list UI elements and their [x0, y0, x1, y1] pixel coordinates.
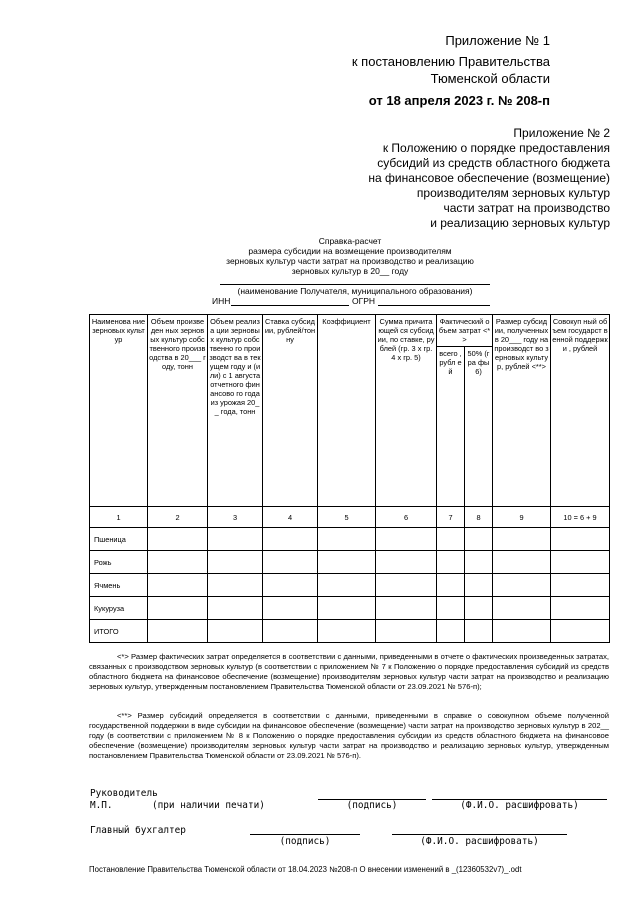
column-number: 4	[263, 507, 318, 528]
header-actual-costs: Фактический объем затрат <*>	[437, 315, 493, 347]
subsidy-table	[89, 314, 610, 643]
column-number: 6	[376, 507, 437, 528]
form-title-line: Справка-расчет	[318, 236, 382, 246]
table-cell[interactable]	[318, 528, 376, 551]
row-label-barley: Ячмень	[90, 574, 148, 597]
table-cell[interactable]	[465, 620, 493, 643]
table-cell[interactable]	[148, 574, 208, 597]
form-title-line: размера субсидии на возмещение производителям	[248, 246, 452, 256]
table-cell[interactable]	[208, 551, 263, 574]
header-received-subsidy: Размер субсидии, полученных в 20___ году на производст во зерновых культур, рублей <**>	[493, 315, 551, 507]
appendix2-line: части затрат на производство	[443, 201, 610, 215]
table-cell[interactable]	[551, 528, 610, 551]
table-cell[interactable]	[208, 528, 263, 551]
table-cell[interactable]	[465, 597, 493, 620]
row-label-total: ИТОГО	[90, 620, 148, 643]
column-number: 7	[437, 507, 465, 528]
table-cell[interactable]	[493, 574, 551, 597]
table-cell[interactable]	[437, 528, 465, 551]
footnote-1: <*> Размер фактических затрат определяется в соответствии с данными, приведенными в отчете о фактических произведенных затратах, связанных с производством зерновых культур (в соответствии с приложением № 7 к Положению о порядке предоставления субсидий из средств областного бюджета на финансовое обеспечение (возмещение) производителям зерновых культур части затрат на производство и реализацию зерновых культур, утвержденным постановлением Правительства Тюменской области от 23.09.2021 № 576-п);	[89, 652, 609, 691]
table-cell[interactable]	[551, 620, 610, 643]
row-label-rye: Рожь	[90, 551, 148, 574]
column-number: 9	[493, 507, 551, 528]
head-label: Руководитель	[90, 788, 158, 799]
table-cell[interactable]	[493, 528, 551, 551]
table-cell[interactable]	[493, 551, 551, 574]
recipient-caption: (наименование Получателя, муниципального образования)	[237, 286, 473, 296]
table-cell[interactable]	[208, 597, 263, 620]
ogrn-label: ОГРН	[352, 296, 376, 306]
header-produced-volume: Объем произведен ных зерновых культур собственного производства в 20___ году, тонн	[148, 315, 208, 507]
appendix2-header	[250, 126, 610, 231]
table-cell[interactable]	[148, 551, 208, 574]
accountant-label: Главный бухгалтер	[90, 825, 186, 836]
table-cell[interactable]	[376, 551, 437, 574]
table-cell[interactable]	[263, 528, 318, 551]
header-coefficient: Коэффициент	[318, 315, 376, 507]
column-number: 10 = 6 + 9	[551, 507, 610, 528]
appendix2-line: к Положению о порядке предоставления	[382, 141, 610, 155]
appendix2-line: субсидий из средств областного бюджета	[377, 156, 610, 170]
row-label-wheat: Пшеница	[90, 528, 148, 551]
table-cell[interactable]	[437, 551, 465, 574]
table-cell[interactable]	[148, 597, 208, 620]
header-crop: Наименова ние зерновых культур	[90, 315, 148, 507]
table-cell[interactable]	[437, 620, 465, 643]
table-cell[interactable]	[318, 551, 376, 574]
footnote-2: <**> Размер субсидий определяется в соответствии с данными, приведенными в справке о совокупном объеме полученной государственной поддержки в виде субсидии на финансовое обеспечение (возмещение) части затрат на производство зерновых культур в 202__ году (в соответствии с приложением № 8 к Положению о порядке предоставления субсидии из средств областного бюджета на финансовое обеспечение (возмещение) производителям зерновых культур части затрат на производство и реализацию зерновых культур, утвержденным постановлением Правительства Тюменской области от 23.09.2021 № 576-п).	[89, 711, 609, 760]
appendix1-title: Приложение № 1	[445, 33, 550, 48]
table-cell[interactable]	[376, 597, 437, 620]
table-cell[interactable]	[376, 620, 437, 643]
table-cell[interactable]	[493, 597, 551, 620]
header-costs-total: всего , рубл ей	[437, 347, 465, 507]
head-signature-caption: (подпись)	[346, 800, 398, 811]
header-costs-half: 50% (гра фы 6)	[465, 347, 493, 507]
table-cell[interactable]	[148, 620, 208, 643]
appendix2-line: Приложение № 2	[513, 126, 610, 140]
form-title	[170, 236, 530, 276]
appendix2-line: и реализацию зерновых культур	[430, 216, 610, 230]
accountant-signature-caption: (подпись)	[279, 836, 331, 847]
accountant-name-line[interactable]	[392, 834, 567, 835]
table-cell[interactable]	[318, 597, 376, 620]
column-number: 1	[90, 507, 148, 528]
table-cell[interactable]	[551, 597, 610, 620]
table-cell[interactable]	[551, 551, 610, 574]
column-number: 8	[465, 507, 493, 528]
column-number: 2	[148, 507, 208, 528]
appendix1-line1: к постановлению Правительства	[351, 54, 550, 69]
table-cell[interactable]	[376, 574, 437, 597]
appendix1-line2: Тюменской области	[430, 71, 550, 86]
ogrn-field[interactable]	[378, 305, 490, 306]
appendix1-header	[250, 32, 550, 109]
head-name-caption: (Ф.И.О. расшифровать)	[460, 800, 579, 811]
table-row	[90, 551, 610, 574]
table-row	[90, 574, 610, 597]
table-cell[interactable]	[263, 551, 318, 574]
table-cell[interactable]	[376, 528, 437, 551]
table-cell[interactable]	[318, 574, 376, 597]
header-subsidy-sum: Сумма причитающей ся субсидии, по ставке, рублей (гр. 3 х гр. 4 х гр. 5)	[376, 315, 437, 507]
mp-note: (при наличии печати)	[152, 800, 265, 811]
recipient-line[interactable]	[220, 284, 490, 285]
table-cell[interactable]	[465, 574, 493, 597]
footer-document-path: Постановление Правительства Тюменской области от 18.04.2023 №208-п О внесении изменений в _(12360532v7)_.odt	[89, 865, 522, 874]
inn-label: ИНН	[212, 296, 231, 306]
table-cell[interactable]	[465, 551, 493, 574]
table-row	[90, 620, 610, 643]
form-title-line: зерновых культур части затрат на производство и реализацию	[226, 256, 474, 266]
accountant-signature-line[interactable]	[250, 834, 360, 835]
table-cell[interactable]	[263, 620, 318, 643]
table-cell[interactable]	[437, 597, 465, 620]
table-cell[interactable]	[263, 597, 318, 620]
table-cell[interactable]	[318, 620, 376, 643]
form-title-line: зерновых культур в 20__ году	[291, 266, 409, 276]
table-cell[interactable]	[148, 528, 208, 551]
mp-label: М.П.	[90, 800, 113, 811]
header-rate: Ставка субсидии, рублей/тон ну	[263, 315, 318, 507]
column-number: 3	[208, 507, 263, 528]
header-total-support: Совокуп ный объем государст венной поддержки , рублей	[551, 315, 610, 507]
inn-field[interactable]	[231, 305, 349, 306]
appendix2-line: производителям зерновых культур	[416, 186, 610, 200]
table-cell[interactable]	[208, 574, 263, 597]
table-cell[interactable]	[437, 574, 465, 597]
table-row	[90, 528, 610, 551]
table-cell[interactable]	[263, 574, 318, 597]
column-number: 5	[318, 507, 376, 528]
appendix1-date: от 18 апреля 2023 г. № 208-п	[368, 93, 550, 108]
table-cell[interactable]	[493, 620, 551, 643]
table-cell[interactable]	[208, 620, 263, 643]
appendix2-line: на финансовое обеспечение (возмещение)	[368, 171, 610, 185]
header-sold-volume: Объем реализа ции зерновых культур собственно го производст ва в текущем году и (или) с 1 августа отчетного финансово го года из урожая 20__ года, тонн	[208, 315, 263, 507]
table-cell[interactable]	[551, 574, 610, 597]
table-row	[90, 597, 610, 620]
table-cell[interactable]	[465, 528, 493, 551]
row-label-corn: Кукуруза	[90, 597, 148, 620]
accountant-name-caption: (Ф.И.О. расшифровать)	[420, 836, 539, 847]
